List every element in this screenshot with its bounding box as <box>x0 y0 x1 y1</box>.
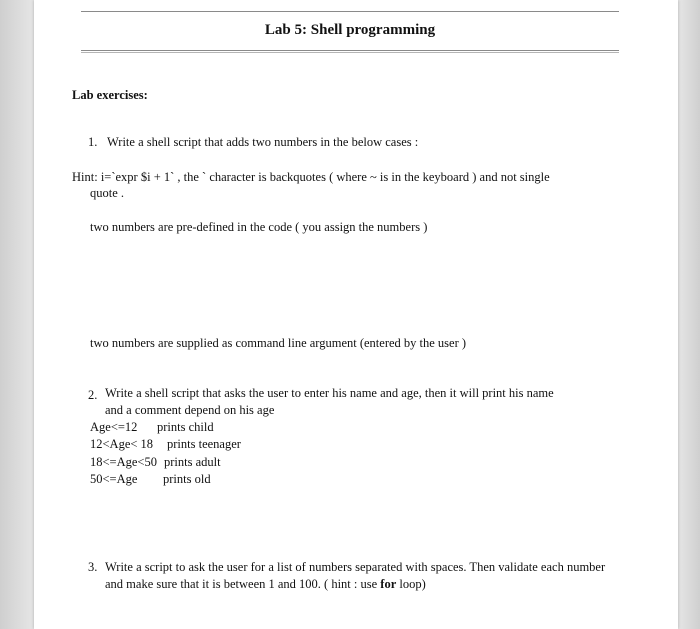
section-heading: Lab exercises: <box>72 88 148 102</box>
q3-number: 3. <box>88 560 98 574</box>
q1-hint-line2: quote . <box>90 186 125 200</box>
header-rule-bottom <box>81 50 619 53</box>
q2-line2: and a comment depend on his age <box>105 403 275 417</box>
q2-rule-3-cond: 18<=Age<50 <box>90 455 157 469</box>
q1-case-b: two numbers are supplied as command line argument (entered by the user ) <box>90 336 467 350</box>
q3-line2-after: loop) <box>396 577 426 591</box>
q3-line1: Write a script to ask the user for a list of numbers separated with spaces. Then validate each number <box>105 560 606 574</box>
document-title: Lab 5: Shell programming <box>264 22 436 38</box>
q1-hint-line1: Hint: i=`expr $i + 1` , the ` character is backquotes ( where ~ is in the keyboard ) and not single <box>72 170 550 184</box>
q2-rule-4-result: prints old <box>163 472 211 486</box>
q1-case-a: two numbers are pre-defined in the code ( you assign the numbers ) <box>90 220 428 234</box>
q2-rule-1-cond: Age<=12 <box>90 420 138 434</box>
q2-rule-3-result: prints adult <box>164 455 221 469</box>
q3-line2-keyword: for <box>380 577 397 591</box>
q1-text: Write a shell script that adds two numbers in the below cases : <box>107 135 419 149</box>
q2-rule-4-cond: 50<=Age <box>90 472 138 486</box>
q2-number: 2. <box>88 388 98 402</box>
q2-rule-2-result: prints teenager <box>167 437 241 451</box>
header-rule-top <box>81 11 619 12</box>
q1-number: 1. <box>88 135 98 149</box>
viewer-left-margin <box>0 0 34 629</box>
viewer-right-margin <box>678 0 700 629</box>
q2-line1: Write a shell script that asks the user to enter his name and age, then it will print his name <box>105 386 554 400</box>
q2-rule-2-cond: 12<Age< 18 <box>90 437 154 451</box>
q3-line2 <box>105 577 426 592</box>
q2-rule-1-result: prints child <box>157 420 214 434</box>
q3-line2-before: and make sure that it is between 1 and 100. ( hint : use <box>105 577 381 591</box>
